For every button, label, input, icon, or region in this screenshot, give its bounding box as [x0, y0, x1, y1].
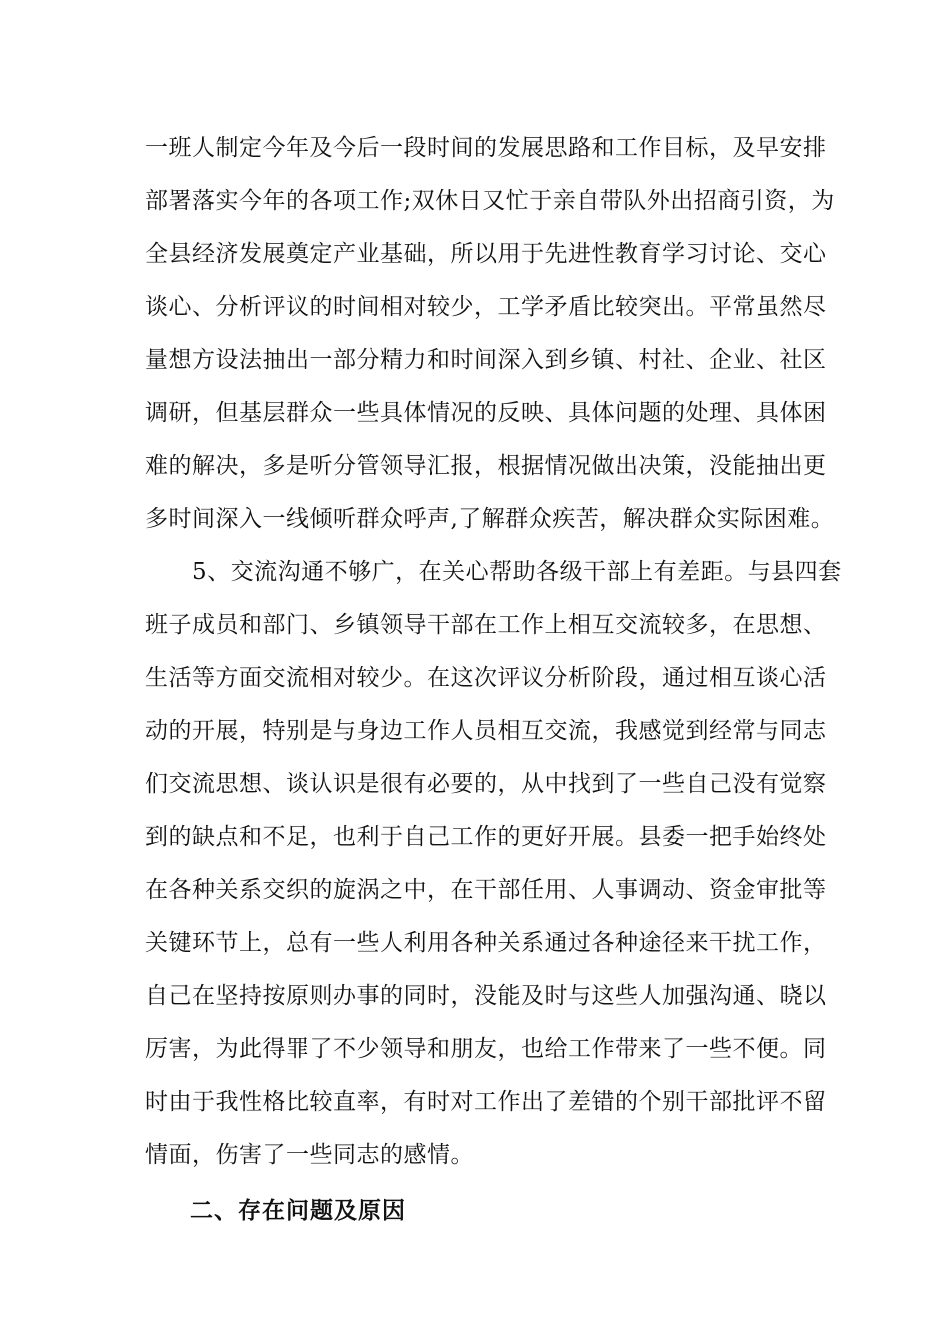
paragraph-2-line-11: 时由于我性格比较直率，有时对工作出了差错的个别干部批评不留 [145, 1089, 827, 1115]
paragraph-2-line-8: 关键环节上，总有一些人利用各种关系通过各种途径来干扰工作， [145, 930, 827, 956]
paragraph-2-line-3: 生活等方面交流相对较少。在这次评议分析阶段，通过相互谈心活 [145, 665, 827, 691]
paragraph-2-line-10: 厉害，为此得罪了不少领导和朋友，也给工作带来了一些不便。同 [145, 1036, 827, 1062]
paragraph-1-line-7: 难的解决，多是听分管领导汇报，根据情况做出决策，没能抽出更 [145, 453, 827, 479]
paragraph-2-line-1: 5、交流沟通不够广，在关心帮助各级干部上有差距。与县四套 [192, 559, 842, 585]
paragraph-2-line-4: 动的开展，特别是与身边工作人员相互交流，我感觉到经常与同志 [145, 718, 827, 744]
paragraph-1-line-3: 全县经济发展奠定产业基础，所以用于先进性教育学习讨论、交心 [145, 241, 827, 267]
paragraph-2-line-9: 自己在坚持按原则办事的同时，没能及时与这些人加强沟通、晓以 [145, 983, 827, 1009]
paragraph-1-line-5: 量想方设法抽出一部分精力和时间深入到乡镇、村社、企业、社区 [145, 347, 827, 373]
paragraph-1-line-4: 谈心、分析评议的时间相对较少，工学矛盾比较突出。平常虽然尽 [145, 294, 827, 320]
paragraph-2-line-2: 班子成员和部门、乡镇领导干部在工作上相互交流较多，在思想、 [145, 612, 827, 638]
paragraph-1-line-6: 调研，但基层群众一些具体情况的反映、具体问题的处理、具体困 [145, 400, 827, 426]
paragraph-2-line-5: 们交流思想、谈认识是很有必要的，从中找到了一些自己没有觉察 [145, 771, 827, 797]
paragraph-2-line-7: 在各种关系交织的旋涡之中，在干部任用、人事调动、资金审批等 [145, 877, 827, 903]
paragraph-1-line-8: 多时间深入一线倾听群众呼声,了解群众疾苦，解决群众实际困难。 [145, 506, 835, 532]
paragraph-2-line-6: 到的缺点和不足，也利于自己工作的更好开展。县委一把手始终处 [145, 824, 827, 850]
paragraph-1-line-2: 部署落实今年的各项工作;双休日又忙于亲自带队外出招商引资，为 [145, 188, 835, 214]
paragraph-2-line-12: 情面，伤害了一些同志的感情。 [145, 1142, 474, 1168]
paragraph-1-line-1: 一班人制定今年及今后一段时间的发展思路和工作目标，及早安排 [145, 135, 827, 161]
section-heading: 二、存在问题及原因 [190, 1197, 406, 1224]
